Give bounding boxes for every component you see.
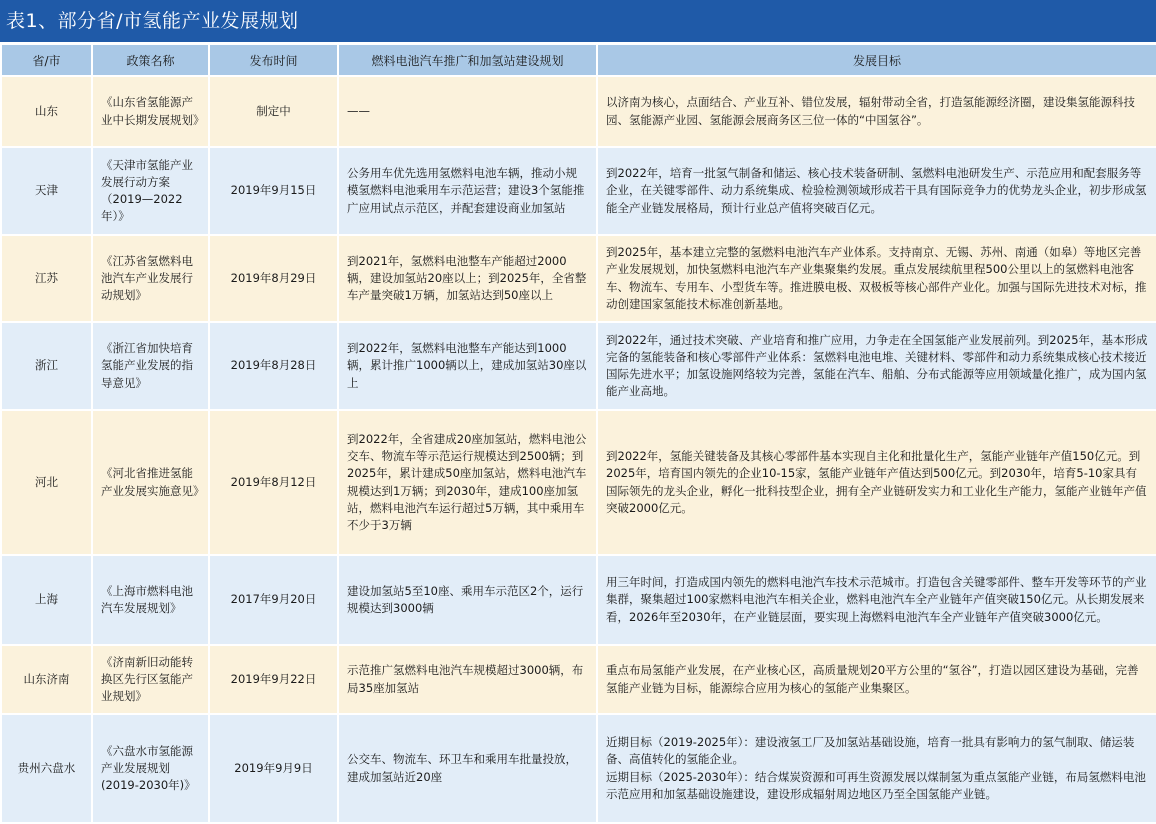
- goal-text: 到2022年，氢能关键装备及其核心零部件基本实现自主化和批量化生产，氢能产业链年产值150亿元。到2025年，培育国内领先的企业10-15家，氢能产业链年产值达到500亿元。到2030年，培育5-10家具有国际领先的龙头企业，孵化一批科技型企业，拥有全产业链研发实力和工业化生产能力，氢能产业链年产值突破2000亿元。: [606, 449, 1147, 515]
- policy-name-cell: 《浙江省加快培育氢能产业发展的指导意见》: [92, 322, 209, 410]
- vehicle-station-plan-cell: 到2022年，氢燃料电池整车产能达到1000辆，累计推广1000辆以上，建成加氢站30座以上: [338, 322, 597, 410]
- release-date-cell: 制定中: [209, 76, 338, 147]
- goal-text: 到2025年，基本建立完整的氢燃料电池汽车产业体系。支持南京、无锡、苏州、南通（如皋）等地区完善产业发展规划，加快氢燃料电池汽车产业集聚集约发展。重点发展续航里程500公里以上的氢燃料电池客车、物流车、专用车、小型货车等。推进膜电极、双极板等核心部件产业化。加强与国际先进技术对标，推动创建国家氢能技术标准创新基地。: [606, 245, 1147, 311]
- table-row: [1, 147, 1156, 235]
- development-goal-cell: [597, 555, 1156, 645]
- goal-text: 用三年时间，打造成国内领先的燃料电池汽车技术示范城市。打造包含关键零部件、整车开发等环节的产业集群，聚集超过100家燃料电池汽车相关企业，燃料电池汽车全产业链年产值突破150亿元。从长期发展来看，2026年至2030年，在产业链层面，要实现上海燃料电池汽车全产业链年产值突破3000亿元。: [606, 575, 1147, 624]
- vehicle-station-plan-cell: 建设加氢站5至10座、乘用车示范区2个，运行规模达到3000辆: [338, 555, 597, 645]
- table-row: [1, 714, 1156, 823]
- goal-text-long-term: 远期目标（2025-2030年）：结合煤炭资源和可再生资源发展以煤制氢为重点氢能产业链，布局氢燃料电池示范应用和加氢基础设施建设，建设形成辐射周边地区乃至全国氢能产业链。: [606, 769, 1146, 801]
- development-goal-cell: [597, 410, 1156, 555]
- province-cell: 山东济南: [1, 645, 92, 714]
- table-header-row: [1, 44, 1156, 76]
- policy-name-cell: 《河北省推进氢能产业发展实施意见》: [92, 410, 209, 555]
- column-header-plan: 燃料电池汽车推广和加氢站建设规划: [338, 44, 597, 76]
- province-cell: 贵州六盘水: [1, 714, 92, 823]
- province-cell: 上海: [1, 555, 92, 645]
- goal-text: 以济南为核心，点面结合、产业互补、错位发展，辐射带动全省，打造氢能源经济圈，建设集氢能源科技园、氢能源产业园、氢能源会展商务区三位一体的“中国氢谷”。: [606, 95, 1135, 127]
- goal-text: 到2022年，通过技术突破、产业培育和推广应用，力争走在全国氢能产业发展前列。到2025年，基本形成完备的氢能装备和核心零部件产业体系：氢燃料电池电堆、关键材料、零部件和动力系统集成核心技术接近国际先进水平；加氢设施网络较为完善，氢能在汽车、船舶、分布式能源等应用领域量化推广，成为国内氢能产业高地。: [606, 332, 1148, 399]
- goal-text: 到2022年，培育一批氢气制备和储运、核心技术装备研制、氢燃料电池研发生产、示范应用和配套服务等企业，在关键零部件、动力系统集成、检验检测领域形成若干具有国际竞争力的优势龙头企业，初步形成氢能全产业链发展格局，预计行业总产值将突破百亿元。: [606, 166, 1147, 215]
- column-header-policy: 政策名称: [92, 44, 209, 76]
- policy-name-cell: 《六盘水市氢能源产业发展规划(2019-2030年)》: [92, 714, 209, 823]
- release-date-cell: 2019年9月22日: [209, 645, 338, 714]
- release-date-cell: 2019年9月15日: [209, 147, 338, 235]
- policy-name-cell: 《济南新旧动能转换区先行区氢能产业规划》: [92, 645, 209, 714]
- vehicle-station-plan-cell: 公交车、物流车、环卫车和乘用车批量投放，建成加氢站近20座: [338, 714, 597, 823]
- province-cell: 山东: [1, 76, 92, 147]
- table-title: 表1、部分省/市氢能产业发展规划: [0, 0, 1156, 42]
- release-date-cell: 2017年9月20日: [209, 555, 338, 645]
- table-row: [1, 410, 1156, 555]
- development-goal-cell: [597, 76, 1156, 147]
- hydrogen-policy-table: [0, 43, 1156, 824]
- vehicle-station-plan-cell: 示范推广氢燃料电池汽车规模超过3000辆，布局35座加氢站: [338, 645, 597, 714]
- vehicle-station-plan-cell: 公务用车优先选用氢燃料电池车辆，推动小规模氢燃料电池乘用车示范运营；建设3个氢能推广应用试点示范区，并配套建设商业加氢站: [338, 147, 597, 235]
- table-row: [1, 555, 1156, 645]
- vehicle-station-plan-cell: ——: [338, 76, 597, 147]
- province-cell: 天津: [1, 147, 92, 235]
- province-cell: 河北: [1, 410, 92, 555]
- province-cell: 浙江: [1, 322, 92, 410]
- table-row: [1, 645, 1156, 714]
- table-row: [1, 76, 1156, 147]
- policy-name-cell: 《山东省氢能源产业中长期发展规划》: [92, 76, 209, 147]
- goal-text: 重点布局氢能产业发展，在产业核心区，高质量规划20平方公里的“氢谷”，打造以园区建设为基础，完善氢能产业链为目标，能源综合应用为核心的氢能产业集聚区。: [606, 663, 1139, 695]
- column-header-date: 发布时间: [209, 44, 338, 76]
- release-date-cell: 2019年9月9日: [209, 714, 338, 823]
- development-goal-cell: [597, 322, 1156, 410]
- development-goal-cell: [597, 147, 1156, 235]
- table-row: [1, 235, 1156, 322]
- vehicle-station-plan-cell: 到2022年，全省建成20座加氢站，燃料电池公交车、物流车等示范运行规模达到2500辆；到2025年，累计建成50座加氢站，燃料电池汽车规模达到1万辆；到2030年，建成100座加氢站，燃料电池汽车运行超过5万辆，其中乘用车不少于3万辆: [338, 410, 597, 555]
- development-goal-cell: [597, 645, 1156, 714]
- release-date-cell: 2019年8月28日: [209, 322, 338, 410]
- table-row: [1, 322, 1156, 410]
- development-goal-cell: [597, 235, 1156, 322]
- column-header-province: 省/市: [1, 44, 92, 76]
- policy-name-cell: 《江苏省氢燃料电池汽车产业发展行动规划》: [92, 235, 209, 322]
- release-date-cell: 2019年8月12日: [209, 410, 338, 555]
- goal-text-near-term: 近期目标（2019-2025年）：建设液氢工厂及加氢站基础设施，培育一批具有影响力的氢气制取、储运装备、高值转化的氢能企业。: [606, 735, 1135, 767]
- column-header-goal: 发展目标: [597, 44, 1156, 76]
- policy-name-cell: 《上海市燃料电池汽车发展规划》: [92, 555, 209, 645]
- policy-name-cell: 《天津市氢能产业发展行动方案（2019—2022年）》: [92, 147, 209, 235]
- development-goal-cell: [597, 714, 1156, 823]
- province-cell: 江苏: [1, 235, 92, 322]
- vehicle-station-plan-cell: 到2021年，氢燃料电池整车产能超过2000辆，建设加氢站20座以上；到2025年，全省整车产量突破1万辆，加氢站达到50座以上: [338, 235, 597, 322]
- release-date-cell: 2019年8月29日: [209, 235, 338, 322]
